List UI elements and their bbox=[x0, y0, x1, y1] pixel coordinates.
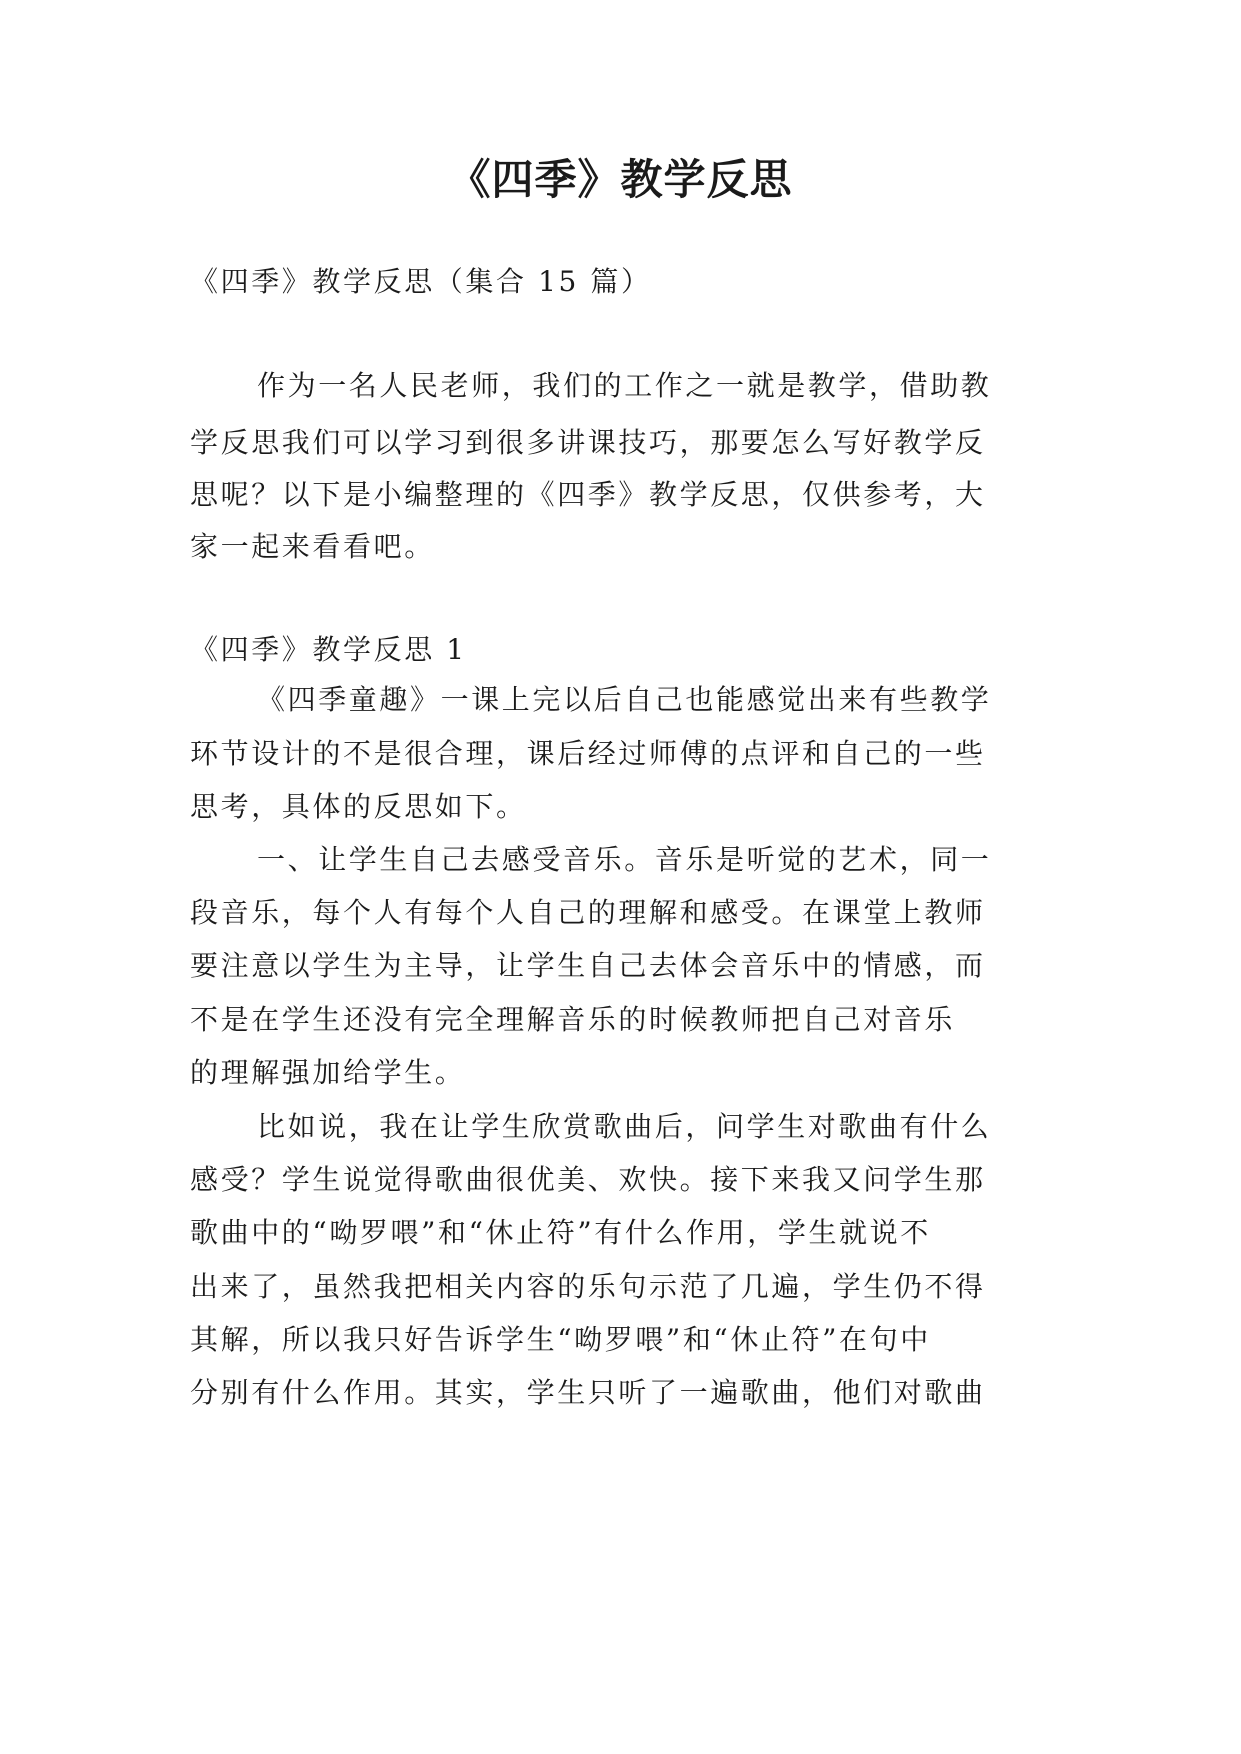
intro-line: 作为一名人民老师，我们的工作之一就是教学，借助教 bbox=[257, 369, 992, 402]
document-subtitle: 《四季》教学反思（集合 15 篇） bbox=[190, 265, 652, 298]
body-line: 出来了，虽然我把相关内容的乐句示范了几遍，学生仍不得 bbox=[190, 1270, 986, 1303]
body-line: 一、让学生自己去感受音乐。音乐是听觉的艺术，同一 bbox=[257, 843, 992, 876]
section-heading: 《四季》教学反思 1 bbox=[190, 633, 467, 666]
body-line: 思考，具体的反思如下。 bbox=[190, 790, 527, 823]
body-line: 分别有什么作用。其实，学生只听了一遍歌曲，他们对歌曲 bbox=[190, 1376, 986, 1409]
body-line: 《四季童趣》一课上完以后自己也能感觉出来有些教学 bbox=[257, 683, 992, 716]
intro-line: 学反思我们可以学习到很多讲课技巧，那要怎么写好教学反 bbox=[190, 426, 986, 459]
body-line: 不是在学生还没有完全理解音乐的时候教师把自己对音乐 bbox=[190, 1003, 956, 1036]
body-line: 要注意以学生为主导，让学生自己去体会音乐中的情感，而 bbox=[190, 949, 986, 982]
document-title: 《四季》教学反思 bbox=[448, 155, 793, 204]
body-line: 歌曲中的“呦罗喂”和“休止符”有什么作用，学生就说不 bbox=[190, 1216, 931, 1249]
body-line: 的理解强加给学生。 bbox=[190, 1056, 466, 1089]
body-line: 其解，所以我只好告诉学生“呦罗喂”和“休止符”在句中 bbox=[190, 1323, 931, 1356]
body-line: 段音乐，每个人有每个人自己的理解和感受。在课堂上教师 bbox=[190, 896, 986, 929]
body-line: 环节设计的不是很合理，课后经过师傅的点评和自己的一些 bbox=[190, 737, 986, 770]
intro-line: 家一起来看看吧。 bbox=[190, 530, 435, 563]
intro-line: 思呢？以下是小编整理的《四季》教学反思，仅供参考，大 bbox=[190, 478, 986, 511]
body-line: 感受？学生说觉得歌曲很优美、欢快。接下来我又问学生那 bbox=[190, 1163, 986, 1196]
body-line: 比如说，我在让学生欣赏歌曲后，问学生对歌曲有什么 bbox=[257, 1110, 992, 1143]
